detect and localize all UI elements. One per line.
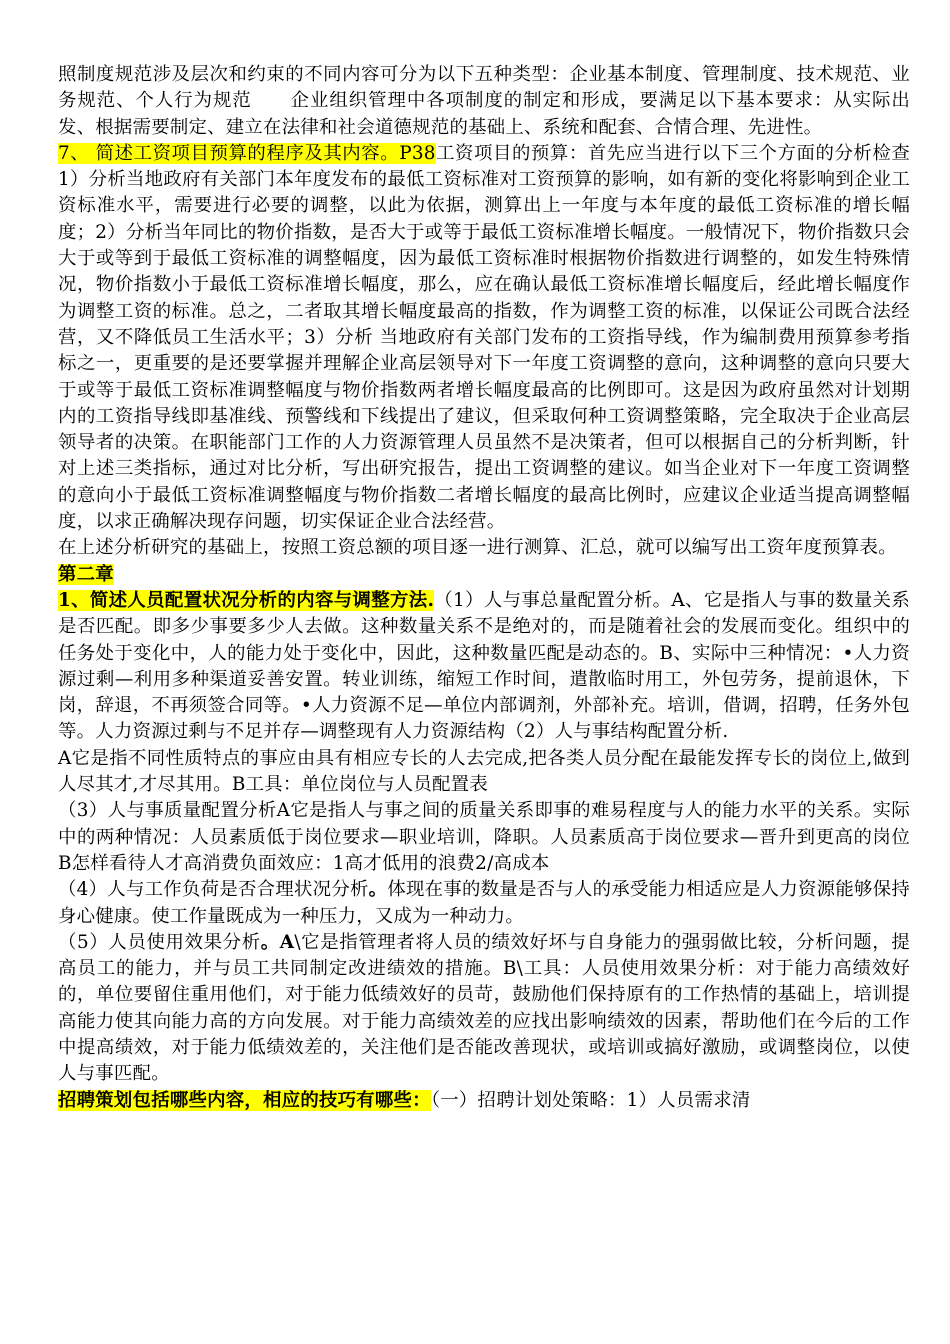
answer-wage-budget: 工资项目的预算：首先应当进行以下三个方面的分析检查1）分析当地政府有关部门本年度发布的最低工资标准对工资预算的影响，如有新的变化将影响到企业工资标准水平，需要进行必要的调整，以此为依据，测算出上一年度与本年度的最低工资标准的增长幅度；2）分析当年同比的物价指数，是否大于或等于最低工资标准增长幅度。一般情况下，物价指数只会大于或等到于最低工资标准的调整幅度，因为最低工资标准时根据物价指数进行调整的，如发生特殊情况，物价指数小于最低工资标准增长幅度，那么，应在确认最低工资标准增长幅度后，经此增长幅度作为调整工资的标准。总之，二者取其增长幅度最高的指数，作为调整工资的标准，以保证公司既合法经营，又不降低员工生活水平；3）分析 当地政府有关部门发布的工资指导线，作为编制费用预算参考指标之一，更重要的是还要掌握并理解企业高层领导对下一年度工资调整的意向，这种调整的意向只要大于或等于最低工资标准调整幅度与物价指数两者增长幅度最高的比例即可。这是因为政府虽然对计划期内的工资指导线即基准线、预警线和下线提出了建议，但采取何种工资调整策略，完全取决于企业高层领导者的决策。在职能部门工作的人力资源管理人员虽然不是决策者，但可以根据自己的分析判断，针对上述三类指标，通过对比分析，写出研究报告，提出工资调整的建议。如当企业对下一年度工资调整的意向小于最低工资标准调整幅度与物价指数二者增长幅度的最高比例时，应建议企业适当提高调整幅度，以求正确解决现存问题，切实保证企业合法经营。 [58,142,910,533]
chapter-heading [58,562,910,588]
paragraph-recruitment-planning [58,1088,910,1114]
chapter-title: 第二章 [58,563,114,585]
answer-recruitment: （一）招聘计划处策略：1）人员需求清 [430,1089,751,1111]
paragraph-usage-effect [58,930,910,1088]
paragraph-staffing-analysis [58,588,910,746]
workload-label: （4）人与工作负荷是否合理状况分析 [58,879,369,901]
question-heading-recruitment: 招聘策划包括哪些内容，相应的技巧有哪些： [58,1089,431,1111]
usage-period: 。 [260,931,280,953]
paragraph-wage-budget [58,141,910,535]
paragraph-budget-summary: 在上述分析研究的基础上，按照工资总额的项目逐一进行测算、汇总，就可以编写出工资年度预算表。 [58,537,897,559]
usage-text: \它是指管理者将人员的绩效好坏与自身能力的强弱做比较，分析问题，提高员工的能力，并与员工共同制定改进绩效的措施。B\工具：人员使用效果分析：对于能力高绩效好的，单位要留住重用他们，对于能力低绩效好的员苛，鼓励他们保持原有的工作热情的基础上，培训提高能力使其向能力高的方向发展。对于能力高绩效差的应找出影响绩效的因素，帮助他们在今后的工作中提高绩效，对于能力低绩效差的，关注他们是否能改善现状，或培训或搞好激励，或调整岗位，以使人与事匹配。 [58,931,910,1085]
paragraph-workload-analysis [58,877,910,930]
paragraph-structure-allocation: A它是指不同性质特点的事应由具有相应专长的人去完成,把各类人员分配在最能发挥专长的岗位上,做到人尽其才,才尽其用。B工具：单位岗位与人员配置表 [58,747,910,796]
paragraph-quality-allocation: （3）人与事质量配置分析A它是指人与事之间的质量关系即事的难易程度与人的能力水平的关系。实际中的两种情况：人员素质低于岗位要求—职业培训，降职。人员素质高于岗位要求—晋升到更高的岗位B怎样看待人才高消费负面效应：1高才低用的浪费2/高成本 [58,800,910,874]
paragraph-organization-rules: 照制度规范涉及层次和约束的不同内容可分为以下五种类型：企业基本制度、管理制度、技术规范、业务规范、个人行为规范 企业组织管理中各项制度的制定和形成，要满足以下基本要求：从实际出发、根据需要制定、建立在法律和社会道德规范的基础上、系统和配套、合情合理、先进性。 [58,64,910,138]
workload-period: 。 [368,879,388,901]
question-heading-staffing: 1、简述人员配置状况分析的内容与调整方法. [58,589,435,611]
workload-text: 体现在事的数量是否与人的承受能力相适应是人力资源能够保持身心健康。使工作量既成为一种压力，又成为一种动力。 [58,879,910,927]
answer-staffing: （1）人与事总量配置分析。A、它是指人与事的数量关系是否匹配。即多少事要多少人去做。这种数量关系不是绝对的，而是随着社会的发展而变化。组织中的任务处于变化中，人的能力处于变化中，因此，这种数量匹配是动态的。B、实际中三种情况：•人力资源过剩—利用多种渠道妥善安置。转业训练，缩短工作时间，遣散临时用工，外包劳务，提前退休，下岗，辞退，不再须签合同等。•人力资源不足—单位内部调剂，外部补充。培训，借调，招聘，任务外包等。人力资源过剩与不足并存—调整现有人力资源结构（2）人与事结构配置分析. [58,589,911,743]
question-heading-wage-budget: 7、 简述工资项目预算的程序及其内容。P38 [58,142,436,164]
usage-label: （5）人员使用效果分析 [58,931,261,953]
usage-marker-a: A [279,931,295,953]
